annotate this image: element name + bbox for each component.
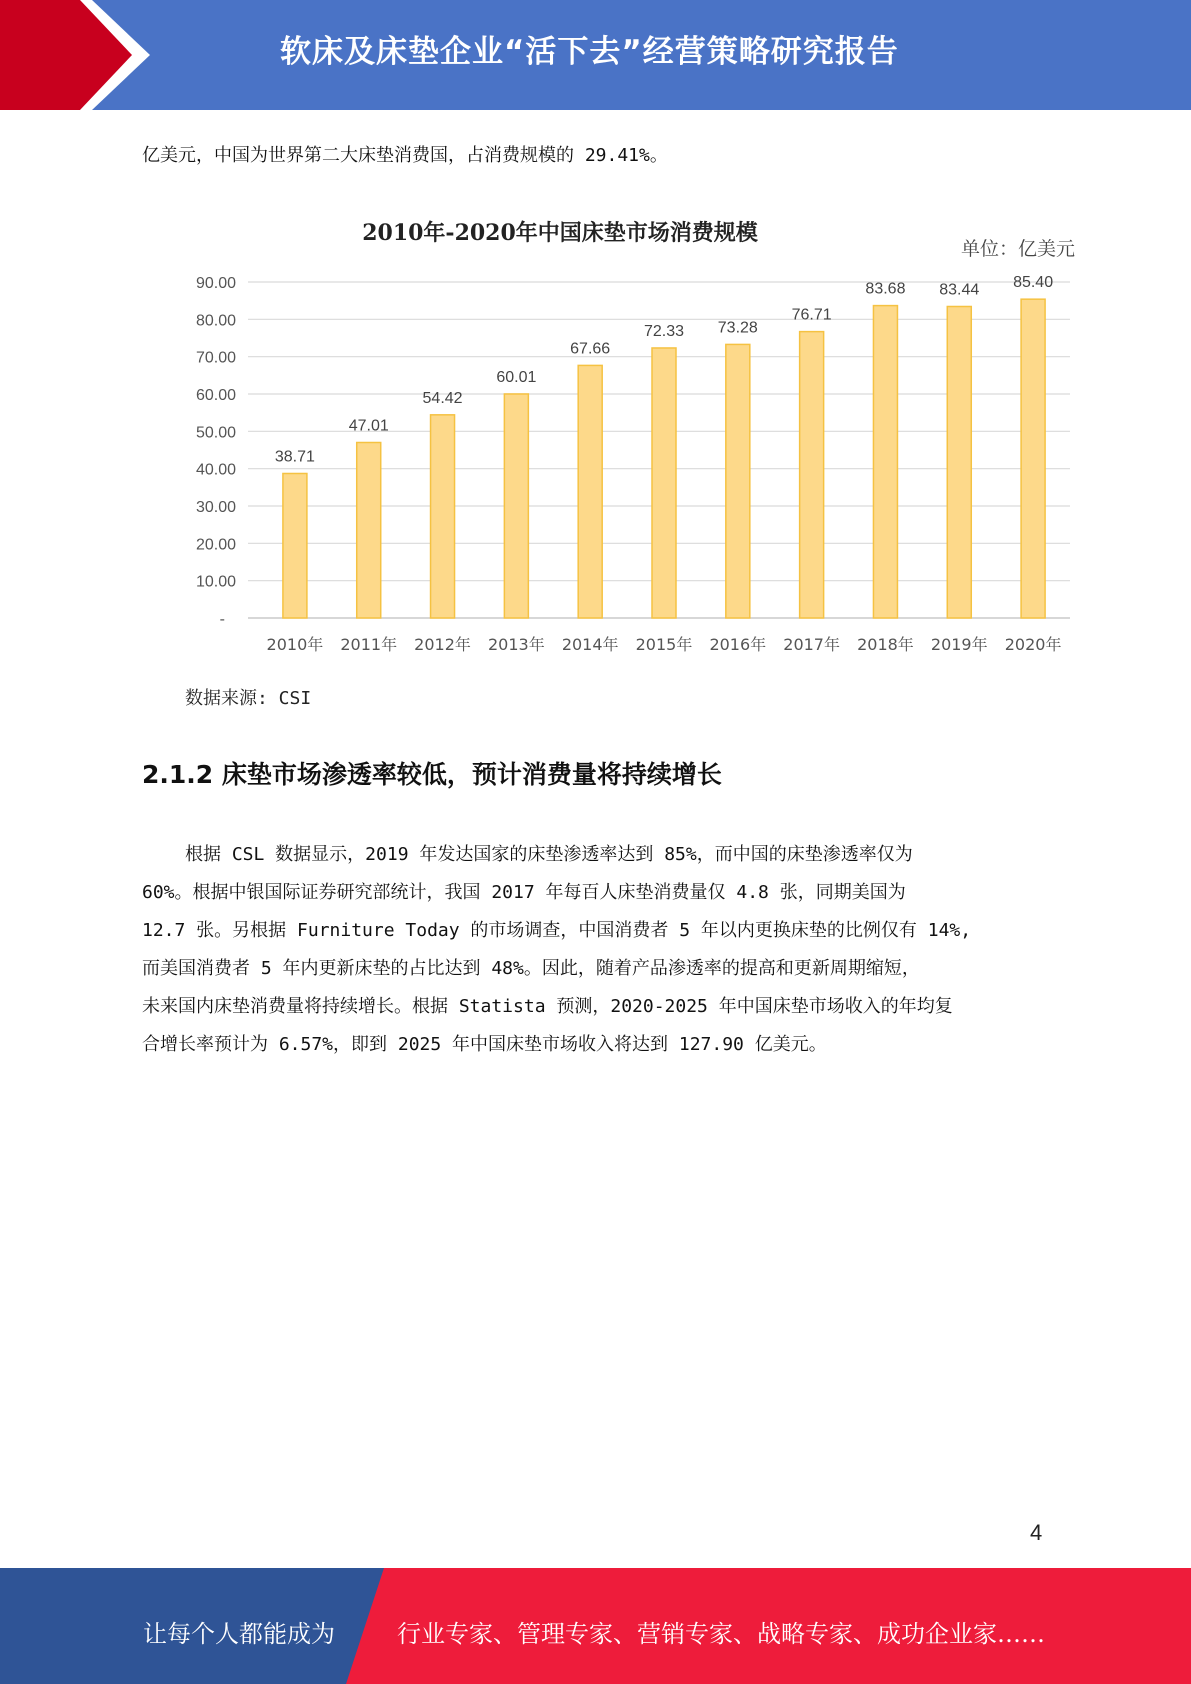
bar	[578, 365, 602, 618]
bar	[504, 394, 528, 618]
x-tick-label: 2010年	[266, 635, 324, 654]
data-label: 72.33	[643, 322, 685, 340]
data-label: 54.42	[422, 389, 463, 407]
paragraph-line: 根据 CSL 数据显示，2019 年发达国家的床垫渗透率达到 85%，而中国的床垫渗透率仅为	[185, 844, 913, 865]
bar	[652, 348, 676, 618]
y-tick-label: 40.00	[195, 461, 236, 479]
section-heading: 2.1.2 床垫市场渗透率较低，预计消费量将持续增长	[142, 760, 722, 789]
intro-line: 亿美元，中国为世界第二大床垫消费国，占消费规模的 29.41%。	[142, 145, 668, 166]
data-label: 47.01	[348, 417, 389, 435]
x-tick-label: 2012年	[414, 635, 471, 654]
footer-slogan-left: 让每个人都能成为	[143, 1620, 335, 1648]
y-tick-label: 10.00	[195, 573, 236, 591]
page-number: 4	[1030, 1520, 1043, 1545]
y-tick-label: -	[219, 611, 225, 628]
x-tick-label: 2016年	[709, 635, 767, 654]
paragraph-line: 未来国内床垫消费量将持续增长。根据 Statista 预测，2020-2025 年中国床垫市场收入的年均复	[142, 996, 953, 1017]
x-tick-label: 2015年	[635, 635, 693, 654]
bar	[800, 332, 824, 618]
x-tick-label: 2017年	[783, 635, 841, 654]
footer-slogan-right: 行业专家、管理专家、营销专家、战略专家、成功企业家……	[397, 1620, 1045, 1648]
y-tick-label: 80.00	[195, 312, 236, 330]
paragraph-line: 而美国消费者 5 年内更新床垫的占比达到 48%。因此，随着产品渗透率的提高和更新周期缩短，	[142, 958, 920, 979]
data-label: 83.44	[939, 281, 980, 299]
y-tick-label: 30.00	[195, 499, 236, 516]
header-chevron-decoration	[0, 0, 160, 110]
y-tick-label: 70.00	[195, 349, 236, 367]
x-tick-label: 2019年	[930, 635, 988, 654]
x-tick-label: 2011年	[340, 635, 398, 654]
data-label: 60.01	[496, 368, 537, 386]
paragraph-line: 合增长率预计为 6.57%，即到 2025 年中国床垫市场收入将达到 127.90 亿美元。	[142, 1034, 827, 1055]
bar	[283, 473, 307, 618]
y-tick-label: 20.00	[195, 536, 236, 554]
paragraph-line: 60%。根据中银国际证券研究部统计，我国 2017 年每百人床垫消费量仅 4.8 张，同期美国为	[142, 882, 906, 903]
chart-title: 2010年-2020年中国床垫市场消费规模	[362, 220, 758, 246]
bar-chart	[170, 208, 1090, 668]
data-label: 85.40	[1013, 274, 1054, 292]
bar	[947, 306, 971, 618]
y-tick-label: 90.00	[195, 275, 236, 292]
data-label: 67.66	[570, 340, 611, 358]
bar	[357, 442, 381, 618]
x-tick-label: 2013年	[487, 635, 545, 654]
bar	[1021, 299, 1045, 618]
x-tick-label: 2014年	[561, 635, 619, 654]
chart-unit-label: 单位：亿美元	[960, 238, 1075, 260]
y-tick-label: 50.00	[195, 424, 236, 442]
x-tick-label: 2020年	[1004, 635, 1062, 654]
bar	[431, 415, 455, 618]
data-source: 数据来源: CSI	[185, 688, 312, 709]
data-label: 73.28	[717, 319, 758, 337]
chart-container	[170, 208, 1090, 668]
bar	[873, 306, 897, 618]
report-title: 软床及床垫企业“活下去”经营策略研究报告	[280, 34, 899, 70]
y-tick-label: 60.00	[195, 387, 236, 404]
bar	[726, 344, 750, 618]
paragraph-line: 12.7 张。另根据 Furniture Today 的市场调查，中国消费者 5 年以内更换床垫的比例仅有 14%,	[142, 920, 972, 941]
data-label: 83.68	[865, 280, 906, 298]
data-label: 76.71	[791, 306, 832, 324]
data-label: 38.71	[274, 448, 315, 466]
x-tick-label: 2018年	[857, 635, 914, 654]
